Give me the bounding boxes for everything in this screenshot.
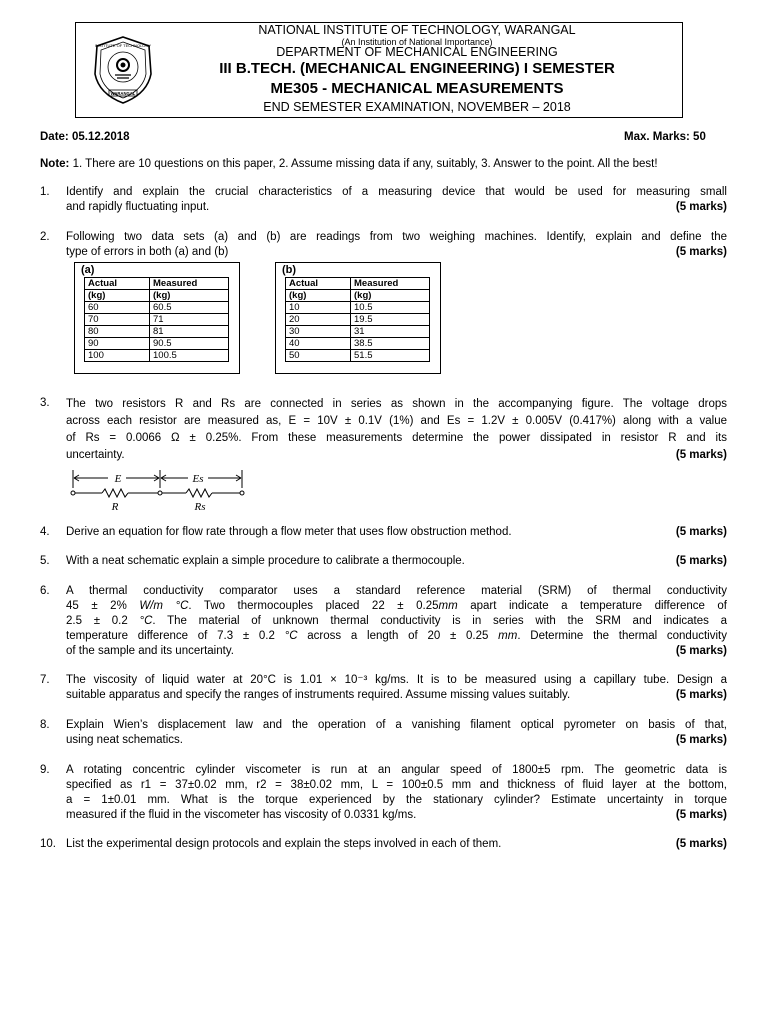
question-number: 6.	[40, 585, 50, 597]
date-label: Date:	[40, 131, 69, 143]
department-name: DEPARTMENT OF MECHANICAL ENGINEERING	[276, 45, 558, 59]
marks-label: (5 marks)	[675, 526, 727, 538]
table-row: 40 38.5	[286, 338, 430, 350]
question-number: 8.	[40, 719, 50, 731]
question-4: Derive an equation for flow rate through a flow meter that uses flow obstruction method. (5 marks)	[66, 526, 727, 538]
date-line	[40, 130, 130, 145]
resistor-label-r: R	[111, 501, 119, 513]
table-row: 70 71	[85, 314, 229, 326]
logo-text-bottom: WARANGAL	[110, 91, 136, 96]
question-number: 10.	[40, 838, 56, 850]
question-number: 3.	[40, 397, 50, 409]
logo-text-top: INSTITUTE OF TECHNOLOGY	[94, 43, 152, 48]
question-10: List the experimental design protocols and explain the steps involved in each of them. (5 marks)	[66, 838, 727, 850]
data-table-b: (b) Actual Measured (kg) (kg) 10 10.5 20 19.5 30 31 40 38.5 50 51.5	[275, 262, 441, 374]
series-resistor-circuit	[68, 466, 250, 514]
table-a-title: (a)	[81, 264, 95, 276]
note-line	[40, 157, 658, 172]
voltage-label-es: Es	[192, 473, 204, 485]
table-b-title: (b)	[282, 264, 297, 276]
resistor-label-rs: Rs	[194, 501, 206, 513]
table-row: 60 60.5	[85, 302, 229, 314]
course-level: III B.TECH. (MECHANICAL ENGINEERING) I SEMESTER	[219, 60, 615, 77]
table-row: 100 100.5	[85, 350, 229, 362]
exam-title: END SEMESTER EXAMINATION, NOVEMBER – 2018	[263, 100, 571, 114]
marks-label: (5 marks)	[675, 689, 727, 701]
marks-label: (5 marks)	[675, 809, 727, 821]
question-9: A rotating concentric cylinder viscometer is run at an angular speed of 1800±5 rpm. The geometric data is specified as r1 = 37±0.02 mm, r2 = 38±0.02 mm, L = 100±0.5 mm and thickness of fluid layer at the bottom, a = 1±0.01 mm. What is the torque experienced by the stationary cylinder? Estimate uncertainty in torque measured if the fluid in the viscometer has viscosity of 0.0331 kg/ms. (5 marks)	[66, 764, 727, 821]
marks-label: (5 marks)	[675, 645, 727, 657]
question-8: Explain Wien’s displacement law and the operation of a vanishing filament optical pyrometer on basis of that, using neat schematics. (5 marks)	[66, 719, 727, 746]
question-5: With a neat schematic explain a simple procedure to calibrate a thermocouple. (5 marks)	[66, 555, 727, 567]
question-number: 9.	[40, 764, 50, 776]
exam-date: 05.12.2018	[71, 131, 130, 143]
question-number: 7.	[40, 674, 50, 686]
table-row: 80 81	[85, 326, 229, 338]
marks-label: (5 marks)	[675, 838, 727, 850]
marks-label: (5 marks)	[675, 734, 727, 746]
institute-subtitle: (An Institution of National Importance)	[341, 37, 493, 47]
table-row: 20 19.5	[286, 314, 430, 326]
note-label: Note:	[40, 158, 70, 170]
question-2: Following two data sets (a) and (b) are readings from two weighing machines. Identify, explain and define the type of errors in both (a) and (b) (5 marks)	[66, 231, 727, 258]
question-number: 5.	[40, 555, 50, 567]
note-text: 1. There are 10 questions on this paper, 2. Assume missing data if any, suitably, 3. Answer to the point. All the best!	[72, 158, 658, 170]
question-number: 4.	[40, 526, 50, 538]
question-number: 1.	[40, 186, 50, 198]
question-number: 2.	[40, 231, 50, 243]
marks-label: (5 marks)	[675, 449, 727, 461]
data-table-a: (a) Actual Measured (kg) (kg) 60 60.5 70 71 80 81 90 90.5 100 100.5	[74, 262, 240, 374]
question-1: Identify and explain the crucial characteristics of a measuring device that would be used for measuring small and rapidly fluctuating input. (5 marks)	[66, 186, 727, 213]
question-7: The viscosity of liquid water at 20°C is 1.01 × 10⁻³ kg/ms. It is to be measured using a capillary tube. Design a suitable apparatus and specify the ranges of instruments required. Assume missing values suitably. (5 marks)	[66, 674, 727, 701]
question-3: The two resistors R and Rs are connected in series as shown in the accompanying figure. The voltage drops across each resistor are measured as, E = 10V ± 0.1V (1%) and Es = 1.2V ± 0.005V (0.417%) along with a value of Rs = 0.0066 Ω ± 0.25%. From these measurements determine the power dissipated in resistor R and its uncertainty. (5 marks)	[66, 396, 727, 464]
table-row: 50 51.5	[286, 350, 430, 362]
marks-label: (5 marks)	[675, 246, 727, 258]
nit-warangal-logo-icon	[87, 34, 159, 106]
marks-label: (5 marks)	[675, 201, 727, 213]
max-marks-line	[624, 130, 706, 145]
course-title: ME305 - MECHANICAL MEASUREMENTS	[270, 80, 564, 97]
marks-label: (5 marks)	[675, 555, 727, 567]
max-marks-value: 50	[693, 131, 706, 143]
table-row: 90 90.5	[85, 338, 229, 350]
table-row: 30 31	[286, 326, 430, 338]
question-6: A thermal conductivity comparator uses a standard reference material (SRM) of thermal conductivity 45 ± 2% W/m °C. Two thermocouples placed 22 ± 0.25mm apart indicate a temperature difference of 2.5 ± 0.2 °C. The material of unknown thermal conductivity is in series with the SRM and indicates a temperature difference of 7.3 ± 0.2 °C across a length of 20 ± 0.25 mm. Determine the thermal conductivity of the sample and its uncertainty. (5 marks)	[66, 585, 728, 657]
table-row: 10 10.5	[286, 302, 430, 314]
institute-name: NATIONAL INSTITUTE OF TECHNOLOGY, WARANGAL	[258, 23, 576, 37]
voltage-label-e: E	[114, 473, 122, 485]
exam-header	[75, 22, 683, 118]
max-marks-label: Max. Marks:	[624, 131, 690, 143]
